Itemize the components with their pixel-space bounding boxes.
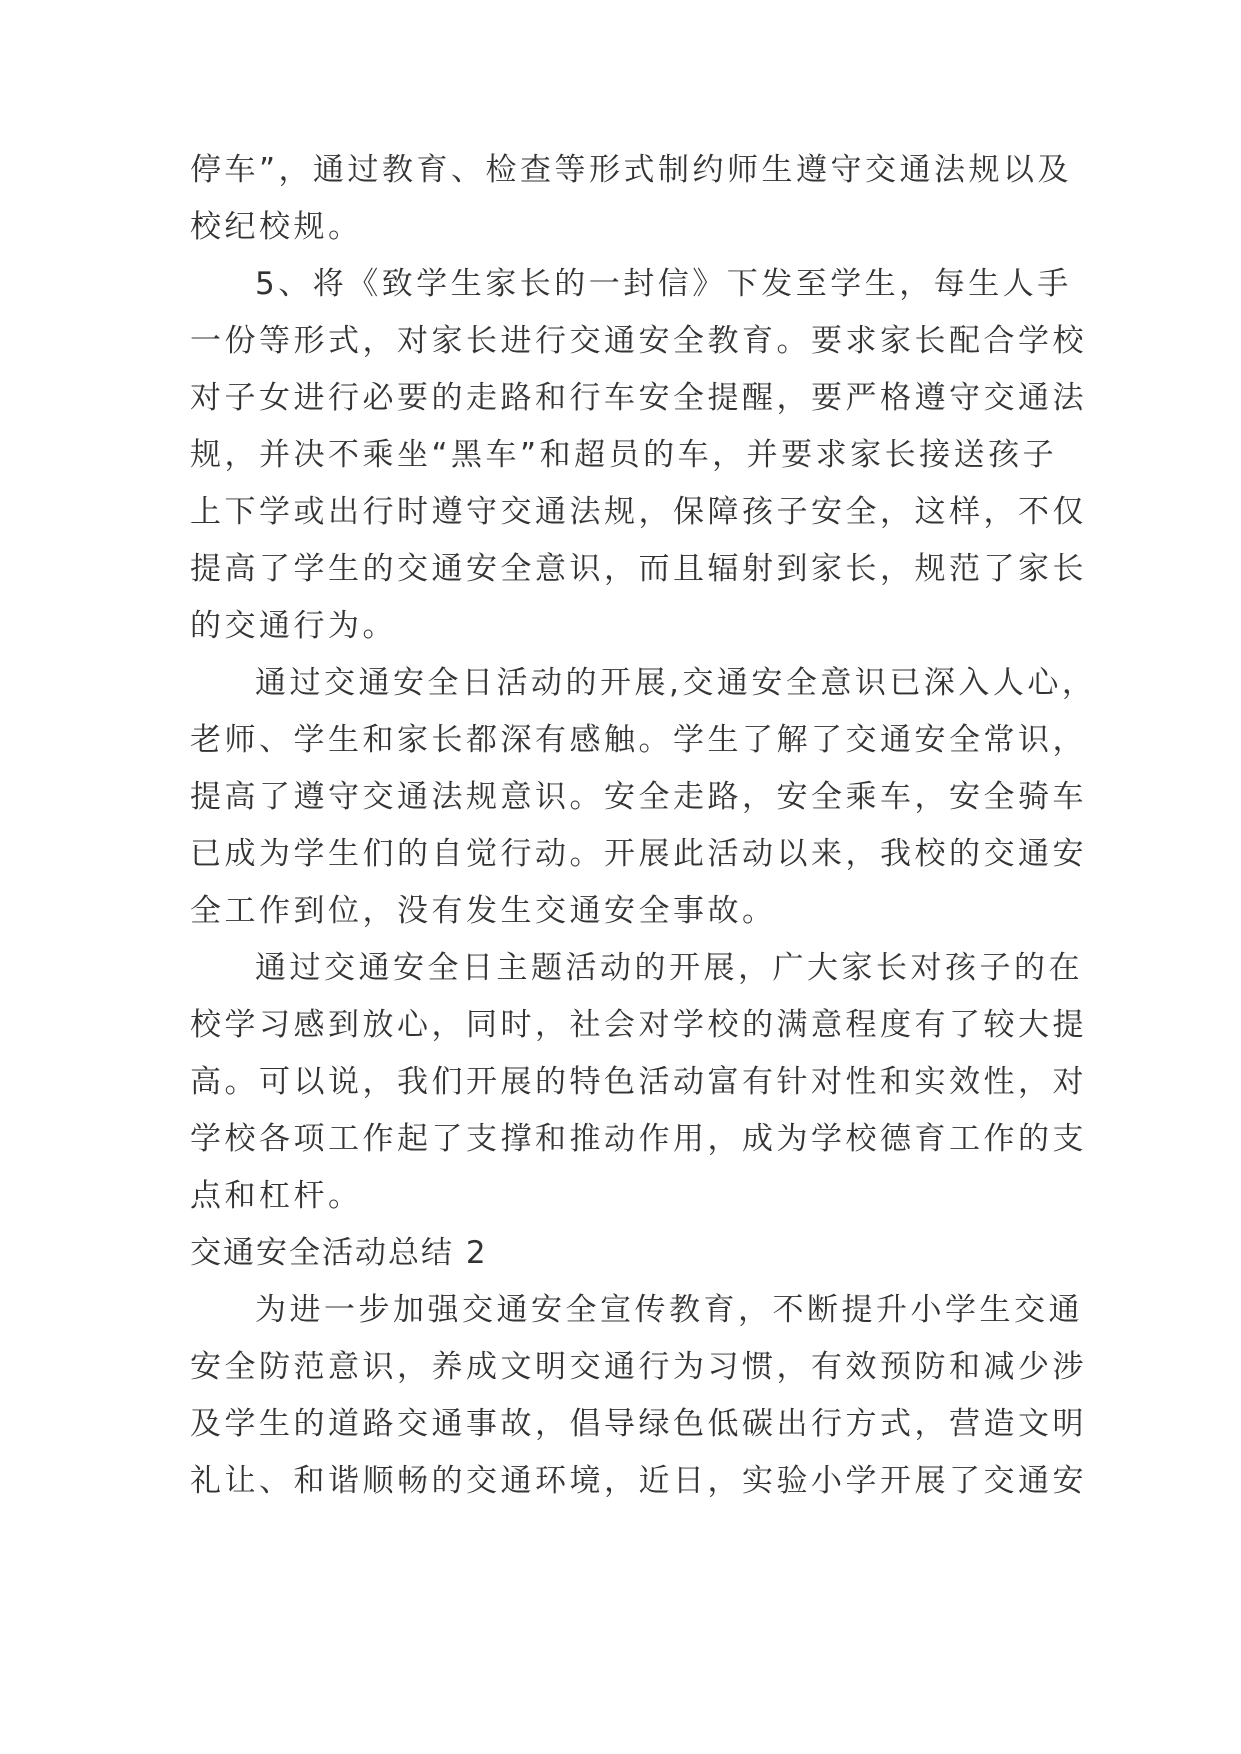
text-line: 对子女进行必要的走路和行车安全提醒，要严格遵守交通法 <box>190 380 1087 416</box>
text-line: 提高了遵守交通法规意识。安全走路，安全乘车，安全骑车 <box>190 779 1087 815</box>
text-line: 校学习感到放心，同时，社会对学校的满意程度有了较大提 <box>190 1007 1087 1043</box>
text-line: 一份等形式，对家长进行交通安全教育。要求家长配合学校 <box>190 323 1087 359</box>
paragraph-start-line: 通过交通安全日活动的开展,交通安全意识已深入人心， <box>255 665 1097 701</box>
text-line: 全工作到位，没有发生交通安全事故。 <box>190 893 777 929</box>
paragraph-start-line: 为进一步加强交通安全宣传教育，不断提升小学生交通 <box>255 1292 1083 1328</box>
text-line: 学校各项工作起了支撑和推动作用，成为学校德育工作的支 <box>190 1121 1087 1157</box>
text-line: 老师、学生和家长都深有感触。学生了解了交通安全常识， <box>190 722 1087 758</box>
text-line: 上下学或出行时遵守交通法规，保障孩子安全，这样，不仅 <box>190 494 1087 530</box>
paragraph-start-line: 通过交通安全日主题活动的开展，广大家长对孩子的在 <box>255 950 1083 986</box>
text-line: 已成为学生们的自觉行动。开展此活动以来，我校的交通安 <box>190 836 1087 872</box>
text-line: 及学生的道路交通事故，倡导绿色低碳出行方式，营造文明 <box>190 1406 1087 1442</box>
text-line: 安全防范意识，养成文明交通行为习惯，有效预防和减少涉 <box>190 1349 1087 1385</box>
paragraph-start-line: 5、将《致学生家长的一封信》下发至学生，每生人手 <box>255 266 1072 302</box>
text-line: 的交通行为。 <box>190 608 397 644</box>
text-line: 高。可以说，我们开展的特色活动富有针对性和实效性，对 <box>190 1064 1087 1100</box>
section-heading: 交通安全活动总结 2 <box>190 1235 488 1271</box>
text-line: 停车”，通过教育、检查等形式制约师生遵守交通法规以及 <box>190 152 1073 188</box>
text-line: 校纪校规。 <box>190 209 363 245</box>
text-line: 礼让、和谐顺畅的交通环境，近日，实验小学开展了交通安 <box>190 1463 1087 1499</box>
text-line: 规，并决不乘坐“黑车”和超员的车，并要求家长接送孩子 <box>190 437 1058 473</box>
text-line: 提高了学生的交通安全意识，而且辐射到家长，规范了家长 <box>190 551 1087 587</box>
text-line: 点和杠杆。 <box>190 1178 363 1214</box>
